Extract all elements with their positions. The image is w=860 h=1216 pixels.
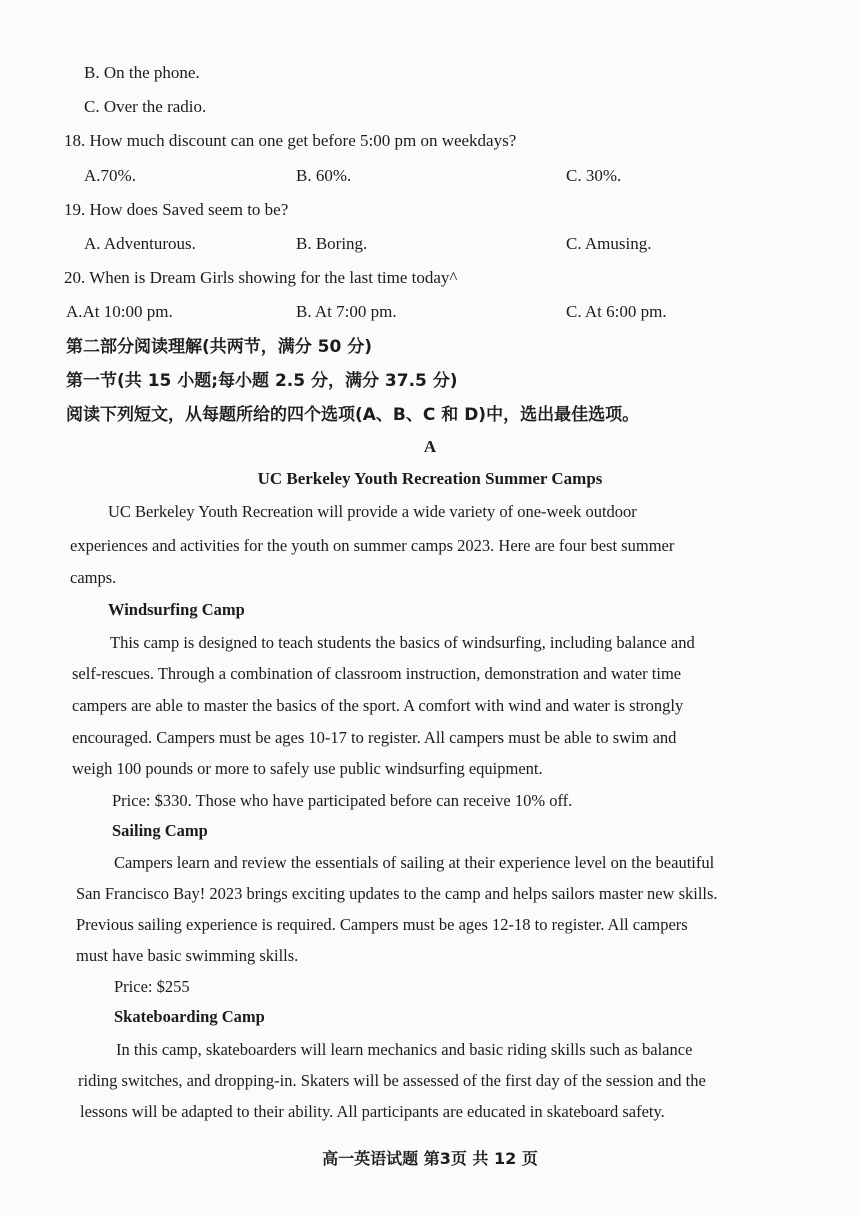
skateboarding-heading: Skateboarding Camp: [114, 1007, 265, 1026]
q19-option-a: A. Adventurous.: [84, 234, 196, 253]
windsurfing-price: Price: $330. Those who have participated before can receive 10% off.: [112, 791, 573, 810]
sailing-line-1: Campers learn and review the essentials of sailing at their experience level on the beautiful: [114, 853, 715, 872]
windsurfing-heading: Windsurfing Camp: [108, 600, 245, 619]
skateboarding-line-1: In this camp, skateboarders will learn mechanics and basic riding skills such as balance: [116, 1040, 693, 1059]
intro-line-2: experiences and activities for the youth on summer camps 2023. Here are four best summer: [70, 536, 675, 555]
passage-letter: A: [423, 437, 437, 456]
windsurfing-line-3: campers are able to master the basics of the sport. A comfort with wind and water is strongly: [72, 696, 684, 715]
windsurfing-line-5: weigh 100 pounds or more to safely use public windsurfing equipment.: [72, 759, 543, 778]
q17-option-b: B. On the phone.: [84, 63, 200, 82]
reading-instruction: 阅读下列短文，从每题所给的四个选项(A、B、C 和 D)中，选出最佳选项。: [66, 405, 640, 425]
q20-option-b: B. At 7:00 pm.: [296, 302, 397, 321]
intro-line-1: UC Berkeley Youth Recreation will provide a wide variety of one-week outdoor: [108, 502, 637, 521]
intro-line-3: camps.: [70, 568, 117, 587]
passage-title: UC Berkeley Youth Recreation Summer Camps: [257, 469, 603, 488]
sailing-line-3: Previous sailing experience is required. Campers must be ages 12-18 to register. All campers: [76, 915, 688, 934]
q19-option-c: C. Amusing.: [566, 234, 652, 253]
page-footer: 高一英语试题 第3页 共 12 页: [322, 1149, 538, 1168]
q20-stem: 20. When is Dream Girls showing for the last time today^: [64, 268, 458, 287]
sailing-line-4: must have basic swimming skills.: [76, 946, 299, 965]
q18-option-c: C. 30%.: [566, 166, 622, 185]
q20-option-c: C. At 6:00 pm.: [566, 302, 667, 321]
q19-stem: 19. How does Saved seem to be?: [64, 200, 289, 219]
sailing-line-2: San Francisco Bay! 2023 brings exciting updates to the camp and helps sailors master new skills.: [76, 884, 718, 903]
windsurfing-line-2: self-rescues. Through a combination of classroom instruction, demonstration and water time: [72, 664, 682, 683]
q18-stem: 18. How much discount can one get before 5:00 pm on weekdays?: [64, 131, 517, 150]
windsurfing-line-4: encouraged. Campers must be ages 10-17 to register. All campers must be able to swim and: [72, 728, 677, 747]
q17-option-c: C. Over the radio.: [84, 97, 207, 116]
q20-option-a: A.At 10:00 pm.: [66, 302, 173, 321]
sailing-price: Price: $255: [114, 977, 190, 996]
q18-option-b: B. 60%.: [296, 166, 352, 185]
part-two-heading: 第二部分阅读理解(共两节，满分 50 分): [66, 337, 373, 357]
sailing-heading: Sailing Camp: [112, 821, 208, 840]
q18-option-a: A.70%.: [84, 166, 136, 185]
q19-option-b: B. Boring.: [296, 234, 368, 253]
skateboarding-line-3: lessons will be adapted to their ability. All participants are educated in skateboard safety.: [80, 1102, 665, 1121]
section-one-heading: 第一节(共 15 小题;每小题 2.5 分，满分 37.5 分): [66, 371, 458, 391]
skateboarding-line-2: riding switches, and dropping-in. Skaters will be assessed of the first day of the session and the: [78, 1071, 706, 1090]
windsurfing-line-1: This camp is designed to teach students the basics of windsurfing, including balance and: [110, 633, 695, 652]
